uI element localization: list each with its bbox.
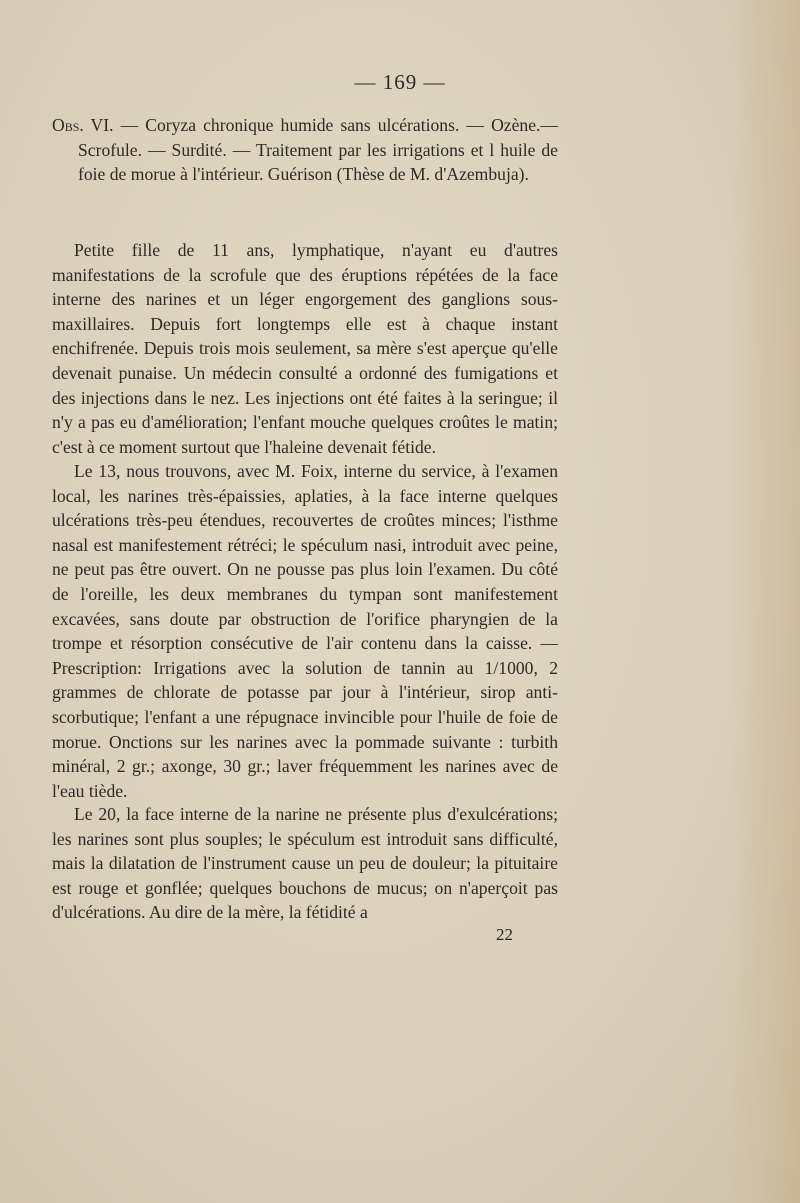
paragraph-3 xyxy=(52,802,558,925)
paragraph-text: Le 20, la face interne de la narine ne présente plus d'exulcérations; les narines sont plus souples; le spéculum est introduit sans difficulté, mais la dilatation de l'instrument cause un peu de douleur; la pituitaire est rouge et gonflée; quelques bouchons de mucus; on n'aperçoit pas d'ulcérations. Au dire de la mère, la fétidité a xyxy=(52,804,558,923)
observation-label: Obs. VI. xyxy=(52,115,114,135)
page-number: — 169 — xyxy=(354,70,446,94)
signature-mark: 22 xyxy=(496,925,513,944)
paragraph-1 xyxy=(52,238,558,459)
paragraph-2 xyxy=(52,459,558,803)
paragraph-text: Le 13, nous trouvons, avec M. Foix, interne du service, à l'examen local, les narines très-épaissies, aplaties, à la face interne quelques ulcérations très-peu étendues, recouvertes de croûtes minces; l'isthme nasal est manifestement rétréci; le spéculum nasi, introduit avec peine, ne peut pas être ouvert. On ne pousse pas plus loin l'examen. Du côté de l'oreille, les deux membranes du tympan sont manifestement excavées, sans doute par obstruction de l'orifice pharyngien de la trompe et résorption consécutive de l'air contenu dans la caisse. — Prescription: Irrigations avec la solution de tannin au 1/1000, 2 grammes de chlorate de potasse par jour à l'intérieur, sirop anti-scorbutique; l'enfant a une répugnace invincible pour l'huile de foie de morue. Onctions sur les narines avec la pommade suivante : turbith minéral, 2 gr.; axonge, 30 gr.; laver fréquemment les narines avec de l'eau tiède. xyxy=(52,461,558,801)
observation-text: — Coryza chronique humide sans ulcérations. — Ozène.— Scrofule. — Surdité. — Traitement par les irrigations et l huile de foie de morue à l'intérieur. Guérison (Thèse de M. d'Azembuja). xyxy=(78,115,558,185)
observation-heading xyxy=(52,113,558,187)
paragraph-text: Petite fille de 11 ans, lymphatique, n'ayant eu d'autres manifestations de la scrofule que des éruptions répétées de la face interne des narines et un léger engorgement des ganglions sous-maxillaires. Depuis fort longtemps elle est à chaque instant enchifrenée. Depuis trois mois seulement, sa mère s'est aperçue qu'elle devenait punaise. Un médecin consulté a ordonné des fumigations et des injections dans le nez. Les injections ont été faites à la seringue; il n'y a pas eu d'amélioration; l'enfant mouche quelques croûtes le matin; c'est à ce moment surtout que l'haleine devenait fétide. xyxy=(52,240,558,457)
page-edge-stain xyxy=(730,0,800,1203)
